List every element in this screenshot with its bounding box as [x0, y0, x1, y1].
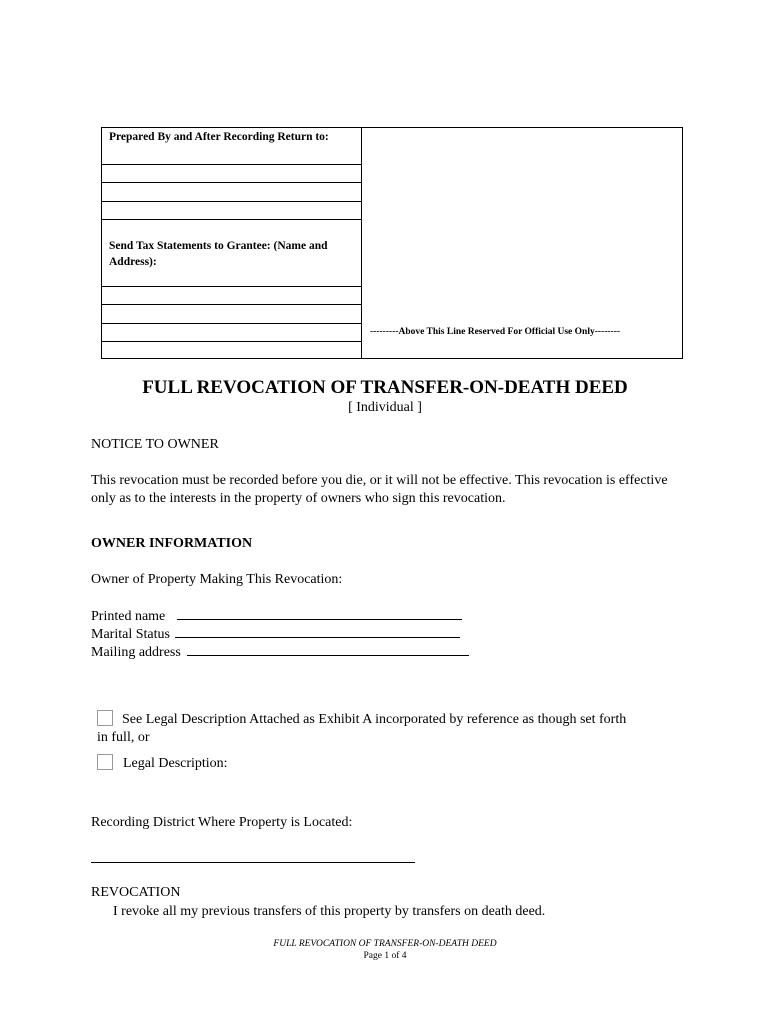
return-address-line-4[interactable]	[102, 219, 361, 220]
footer-page-number: Page 1 of 4	[363, 951, 407, 961]
revocation-text: I revoke all my previous transfers of this property by transfers on death deed.	[113, 904, 546, 919]
return-address-line-1[interactable]	[102, 164, 361, 165]
notice-heading: NOTICE TO OWNER	[91, 437, 219, 452]
grantee-address-line-1[interactable]	[102, 286, 361, 287]
recording-box	[101, 127, 683, 359]
prepared-by-label: Prepared By and After Recording Return to:	[109, 131, 329, 143]
marital-status-label: Marital Status	[91, 627, 170, 642]
printed-name-field[interactable]	[177, 606, 462, 620]
grantee-address-line-2[interactable]	[102, 304, 361, 305]
official-use-reserved-label: ---------Above This Line Reserved For Official Use Only--------	[370, 327, 621, 337]
footer-document-title: FULL REVOCATION OF TRANSFER-ON-DEATH DEED	[273, 939, 497, 949]
mailing-address-field[interactable]	[187, 642, 469, 656]
recording-district-label: Recording District Where Property is Located:	[91, 815, 353, 830]
recording-district-field[interactable]	[91, 862, 415, 863]
document-title: FULL REVOCATION OF TRANSFER-ON-DEATH DEED	[142, 377, 628, 398]
legal-description-checkbox[interactable]	[97, 754, 113, 770]
printed-name-row	[91, 606, 462, 625]
exhibit-a-option-text: See Legal Description Attached as Exhibit A incorporated by reference as though set forth	[122, 712, 627, 727]
grantee-address-line-4[interactable]	[102, 341, 361, 342]
marital-status-row	[91, 624, 460, 643]
mailing-address-label: Mailing address	[91, 645, 181, 660]
exhibit-a-option-text-continued: in full, or	[97, 730, 150, 745]
owner-information-heading: OWNER INFORMATION	[91, 536, 253, 551]
owner-intro: Owner of Property Making This Revocation:	[91, 572, 343, 587]
mailing-address-row	[91, 642, 469, 661]
return-address-line-2[interactable]	[102, 182, 361, 183]
legal-description-label: Legal Description:	[123, 756, 228, 771]
document-subtitle: [ Individual ]	[348, 400, 422, 415]
revocation-heading: REVOCATION	[91, 885, 181, 900]
return-address-line-3[interactable]	[102, 201, 361, 202]
marital-status-field[interactable]	[175, 624, 460, 638]
exhibit-a-checkbox[interactable]	[97, 710, 113, 726]
recording-box-left-column	[102, 128, 362, 358]
grantee-address-line-3[interactable]	[102, 323, 361, 324]
notice-text: This revocation must be recorded before you die, or it will not be effective. This revocation is effective only as to the interests in the property of owners who sign this revocation.	[91, 473, 668, 506]
printed-name-label: Printed name	[91, 609, 166, 624]
send-tax-label: Send Tax Statements to Grantee: (Name and Address):	[109, 240, 328, 268]
